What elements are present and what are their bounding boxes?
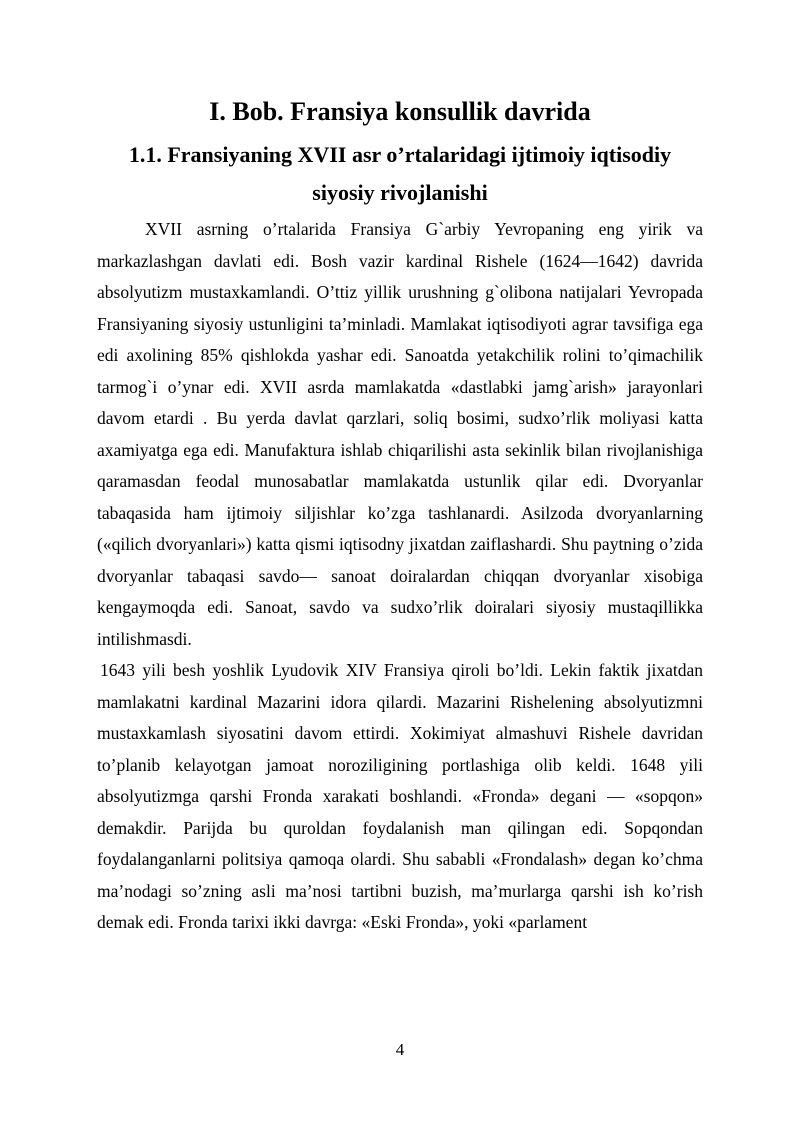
body-paragraph-1: XVII asrning o’rtalarida Fransiya G`arbiy Yevropaning eng yirik va markazlashgan davlati edi. Bosh vazir kardinal Rishele (1624—1642) davrida absolyutizm mustaxkamlandi. O’ttiz yillik urushning g`olibona natijalari Yevropada Fransiyaning siyosiy ustunligini ta’minladi. Mamlakat iqtisodiyoti agrar tavsifiga ega edi axolining 85% qishlokda yashar edi. Sanoatda yetakchilik rolini to’qimachilik tarmog`i o’ynar edi. XVII asrda mamlakatda «dastlabki jamg`arish» jarayonlari davom etardi . Bu yerda davlat qarzlari, soliq bosimi, sudxo’rlik moliyasi katta axamiyatga ega edi. Manufaktura ishlab chiqarilishi asta sekinlik bilan rivojlanishiga qaramasdan feodal munosabatlar mamlakatda ustunlik qilar edi. Dvoryanlar tabaqasida ham ijtimoiy siljishlar ko’zga tashlanardi. Asilzoda dvoryanlarning («qilich dvoryanlari») katta qismi iqtisodny jixatdan zaiflashardi. Shu paytning o’zida dvoryanlar tabaqasi savdo— sanoat doiralardan chiqqan dvoryanlar xisobiga kengaymoqda edi. Sanoat, savdo va sudxo’rlik doiralari siyosiy mustaqillikka intilishmasdi. [97, 219, 703, 649]
body-paragraph-2: 1643 yili besh yoshlik Lyudovik XIV Fransiya qiroli bo’ldi. Lekin faktik jixatdan mamlakatni kardinal Mazarini idora qilardi. Mazarini Rishelening absolyutizmni mustaxkamlash siyosatini davom ettirdi. Xokimiyat almashuvi Rishele davridan to’planib kelayotgan jamoat noroziligining portlashiga olib keldi. 1648 yili absolyutizmga qarshi Fronda xarakati boshlandi. «Fronda» degani — «sopqon» demakdir. Parijda bu quroldan foydalanish man qilingan edi. Sopqondan foydalanganlarni politsiya qamoqa olardi. Shu sababli «Frondalash» degan ko’chma ma’nodagi so’zning asli ma’nosi tartibni buzish, ma’murlarga qarshi ish ko’rish demak edi. Fronda tarixi ikki davrga: «Eski Fronda», yoki «parlament [97, 660, 703, 932]
document-page [97, 88, 703, 939]
page-number: 4 [395, 1040, 405, 1059]
section-title: 1.1. Fransiyaning XVII asr o’rtalaridagi ijtimoiy iqtisodiy siyosiy rivojlanishi [128, 142, 672, 205]
chapter-title: I. Bob. Fransiya konsullik davrida [209, 97, 591, 126]
